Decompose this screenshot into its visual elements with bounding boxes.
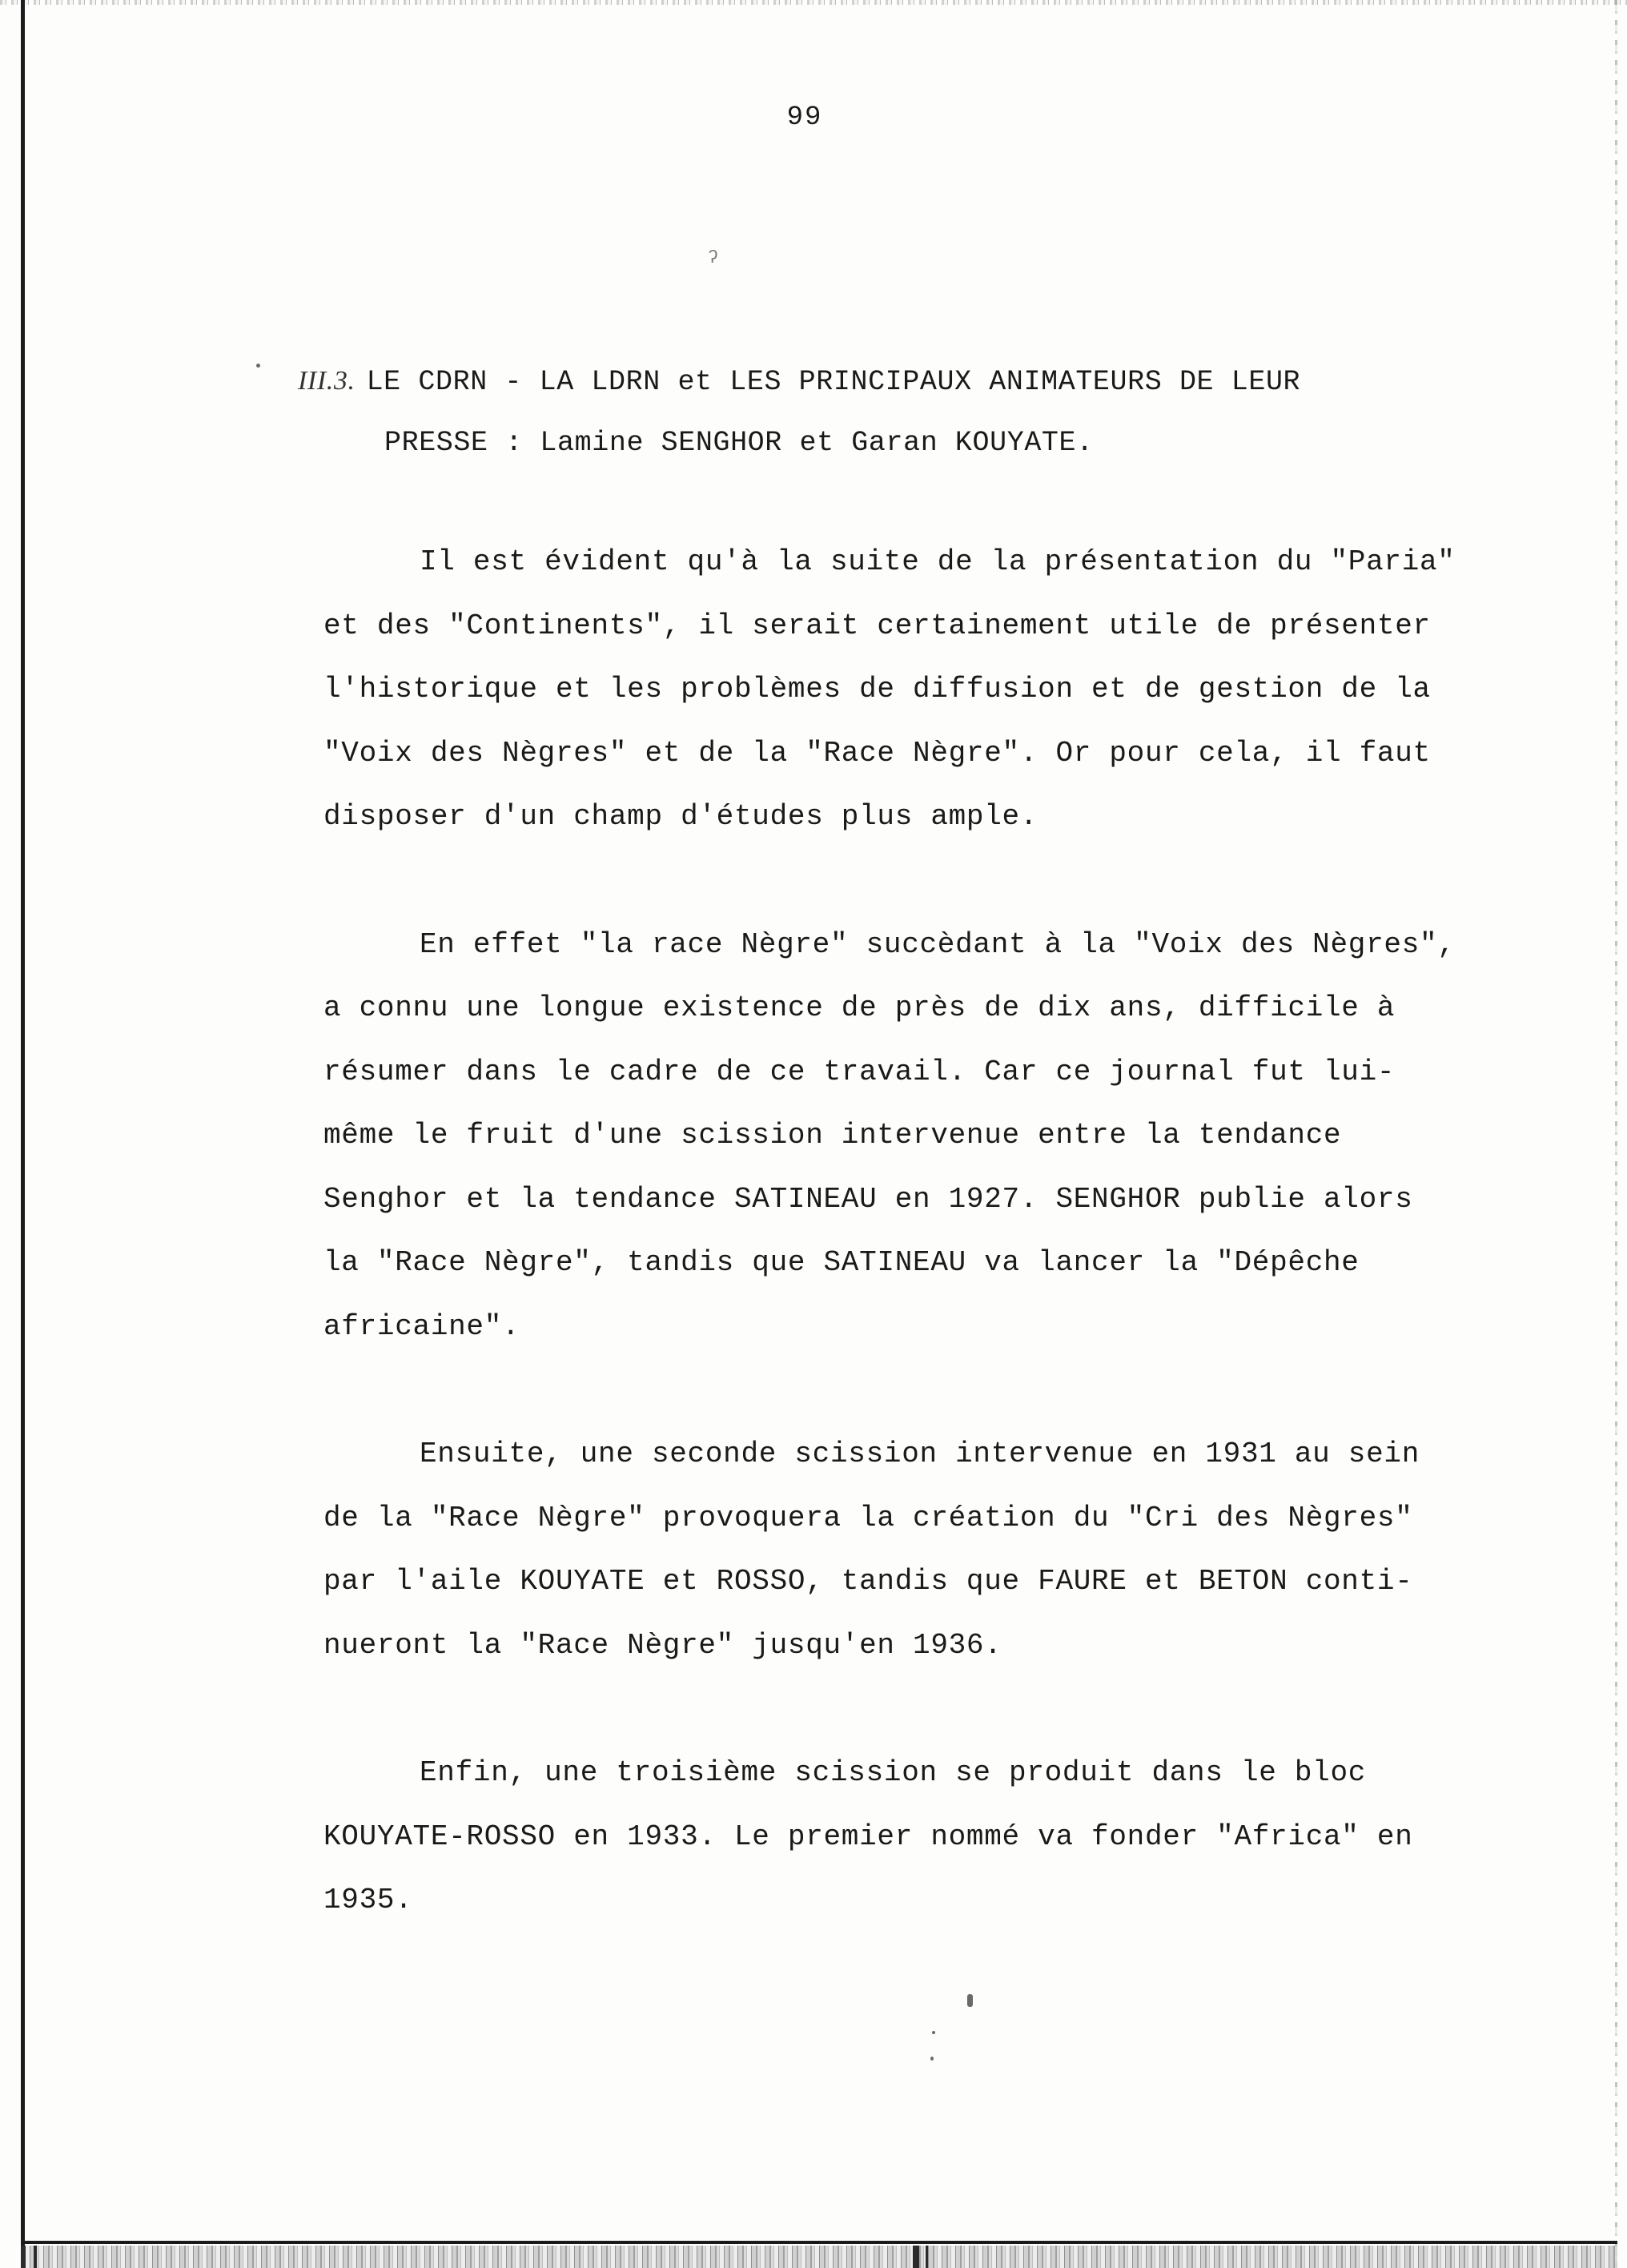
scan-bottom-rule — [21, 2241, 1617, 2244]
text-line: même le fruit d'une scission intervenue entre la tendance — [323, 1119, 1342, 1152]
scan-bottom-mark — [34, 2246, 37, 2268]
paragraph — [323, 1741, 1541, 1932]
scan-bottom-mark — [913, 2246, 919, 2268]
scan-speck — [967, 1994, 973, 2007]
scan-left-border — [21, 0, 25, 2268]
section-number: III.3. — [298, 366, 356, 396]
paragraph — [323, 1422, 1541, 1677]
text-line: "Voix des Nègres" et de la "Race Nègre". Or pour cela, il faut — [323, 736, 1431, 770]
page-number: 99 — [786, 103, 823, 133]
text-line: par l'aile KOUYATE et ROSSO, tandis que FAURE et BETON conti- — [323, 1565, 1413, 1598]
paragraph — [323, 530, 1541, 849]
text-line: a connu une longue existence de près de dix ans, difficile à — [323, 991, 1396, 1024]
scan-bottom-mark — [21, 2246, 26, 2268]
text-line: disposer d'un champ d'études plus ample. — [323, 800, 1038, 833]
scan-top-edge — [0, 0, 1627, 5]
text-line: et des "Continents", il serait certainement utile de présenter — [323, 609, 1431, 642]
text-line: l'historique et les problèmes de diffusion et de gestion de la — [323, 673, 1431, 706]
heading-line-1: LE CDRN - LA LDRN et LES PRINCIPAUX ANIMATEURS DE LEUR — [366, 366, 1301, 398]
text-line: résumer dans le cadre de ce travail. Car ce journal fut lui- — [323, 1055, 1396, 1088]
heading-line-2: PRESSE : Lamine SENGHOR et Garan KOUYATE. — [384, 427, 1094, 459]
paragraph — [323, 913, 1541, 1359]
section-heading — [298, 351, 1579, 473]
text-line: 1935. — [323, 1884, 413, 1916]
scan-speck — [256, 364, 260, 368]
text-line: Ensuite, une seconde scission intervenue en 1931 au sein — [420, 1438, 1420, 1470]
text-line: africaine". — [323, 1309, 520, 1343]
scan-bottom-strip — [21, 2246, 1617, 2268]
scan-right-edge — [1615, 0, 1617, 2268]
text-line: En effet "la race Nègre" succèdant à la "Voix des Nègres", — [420, 927, 1456, 961]
scan-speck — [930, 2057, 934, 2061]
body-text — [323, 530, 1541, 1932]
text-line: nueront la "Race Nègre" jusqu'en 1936. — [323, 1628, 1002, 1662]
text-line: de la "Race Nègre" provoquera la création du "Cri des Nègres" — [323, 1501, 1413, 1534]
scan-speck — [932, 2031, 935, 2034]
text-line: Senghor et la tendance SATINEAU en 1927. SENGHOR publie alors — [323, 1182, 1413, 1216]
text-line: KOUYATE-ROSSO en 1933. Le premier nommé va fonder "Africa" en — [323, 1820, 1413, 1853]
scan-bottom-mark — [926, 2246, 928, 2268]
text-line: Il est évident qu'à la suite de la présentation du "Paria" — [420, 545, 1456, 578]
text-line: Enfin, une troisième scission se produit dans le bloc — [420, 1756, 1367, 1789]
text-line: la "Race Nègre", tandis que SATINEAU va lancer la "Dépêche — [323, 1246, 1360, 1279]
stray-mark: ʔ — [708, 248, 719, 268]
